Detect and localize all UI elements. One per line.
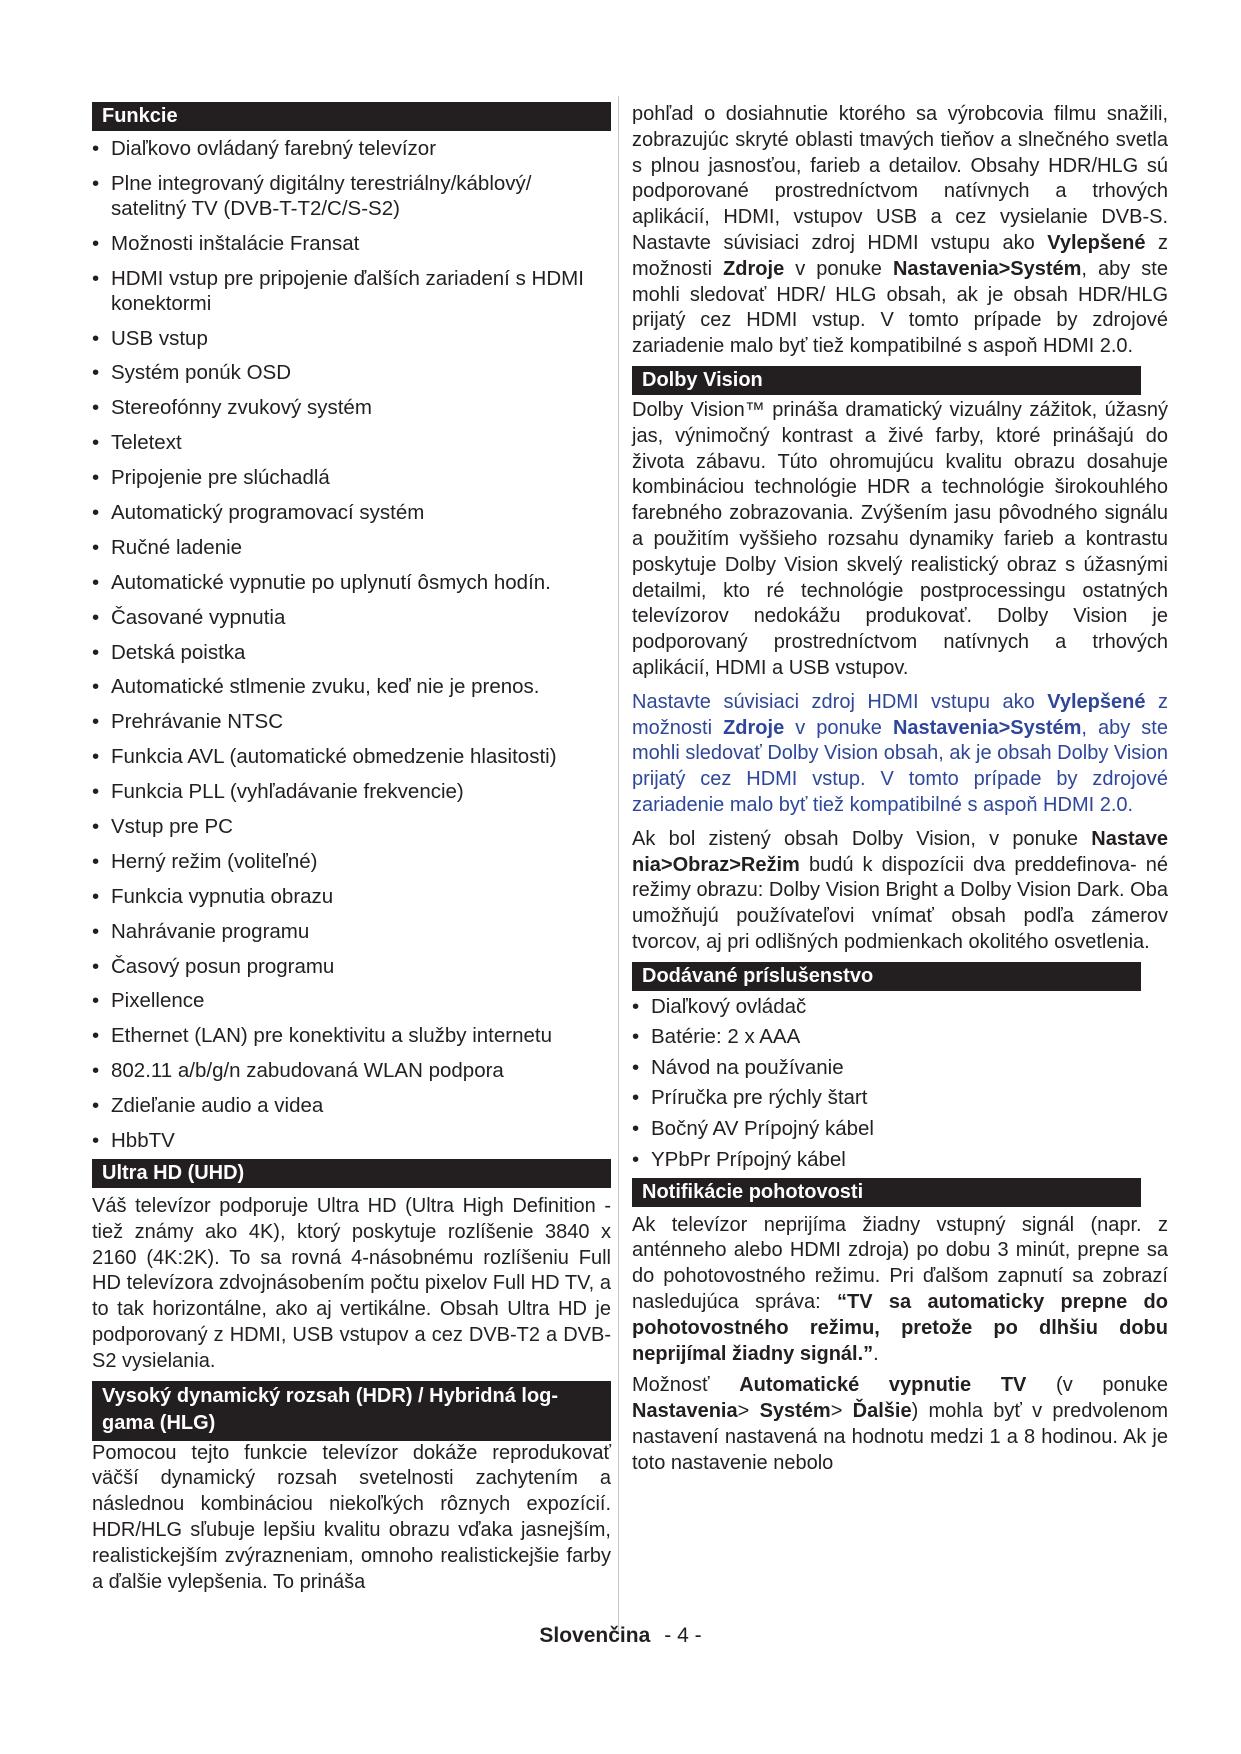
list-item: • Pripojenie pre slúchadlá [92,465,611,490]
section-heading-uhd: Ultra HD (UHD) [92,1159,611,1188]
footer-language: Slovenčina [539,1624,651,1647]
list-item: • Diaľkovo ovládaný farebný televízor [92,136,611,161]
page-footer [0,1624,1241,1648]
list-item: • Herný režim (voliteľné) [92,849,611,874]
section-heading-hdr: Vysoký dynamický rozsah (HDR) / Hybridná log-gama (HLG) [92,1381,611,1441]
dolby-paragraph: Dolby Vision™ prináša dramatický vizuálny zážitok, úžasný jas, výnimočný kontrast a živé farby, ktoré prinášajú do života zábavu. Túto ohromujúcu kvalitu obrazu dosahuje kombináciou technológie HDR a technológie širokouhlého farebného zobrazovania. Zvýšením jasu pôvodného signálu a použitím vyššieho rozsahu dynamiky farieb a kontrastu poskytuje Dolby Vision skvelý realistický obraz s úžasnými detailmi, kto ré technológie postprocessingu ostatných televízorov nedokážu produkovať. Dolby Vision je podporovaný prostredníctvom natívnych a trhových aplikácií, HDMI a USB vstupov. [632,398,1168,679]
list-item: • Ručné ladenie [92,535,611,560]
list-item: • Funkcia AVL (automatické obmedzenie hlasitosti) [92,744,611,769]
list-item: • USB vstup [92,326,611,351]
hdr-continued-paragraph: pohľad o dosiahnutie ktorého sa výrobcovia filmu snažili, zobrazujúc skryté oblasti tmavých tieňov a slnečného svetla s plnou jasnosťou, farieb a detailov. Obsahy HDR/HLG sú podporované prostredníctvom natívnych a trhových aplikácií, HDMI, vstupov USB a cez vysielanie DVB-S. Nastavte súvisiaci zdroj HDMI vstupu ako Vylepšené z možnosti Zdroje v ponuke Nastavenia>Systém, aby ste mohli sledovať HDR/ HLG obsah, ak je obsah HDR/HLG prijatý cez HDMI vstup. V tomto prípade by zdrojové zariadenie malo byť tiež kompatibilné s aspoň HDMI 2.0. [632,103,1169,358]
list-item: • Časový posun programu [92,954,611,979]
list-item: • Ethernet (LAN) pre konektivitu a služby internetu [92,1023,611,1048]
uhd-paragraph: Váš televízor podporuje Ultra HD (Ultra High Definition - tiež známy ako 4K), ktorý poskytuje rozlíšenie 3840 x 2160 (4K:2K). To sa rovná 4-násobnému rozlíšeniu Full HD televízora zdvojnásobením počtu pixelov Full HD TV, a to tak horizontálne, ako aj vertikálne. Obsah Ultra HD je podporovaný z HDMI, USB vstupov a cez DVB-T2 a DVB-S2 vysielania. [92,1195,611,1372]
left-column [92,102,611,1595]
list-item: • Diaľkový ovládač [632,994,1164,1019]
list-item: • Možnosti inštalácie Fransat [92,231,611,256]
list-item: • Automatický programovací systém [92,500,611,525]
list-item: • Bočný AV Prípojný kábel [632,1116,1164,1141]
list-item: • Vstup pre PC [92,814,611,839]
list-item: • Stereofónny zvukový systém [92,395,611,420]
dolby-modes-paragraph: Ak bol zistený obsah Dolby Vision, v ponuke Nastave nia>Obraz>Režim budú k dispozícii dva preddefinova- né režimy obrazu: Dolby Vision Bright a Dolby Vision Dark. Oba umožňujú používateľovi vnímať obsah podľa zámerov tvorcov, aj pri odlišných podmienkach okolitého osvetlenia. [632,827,1168,953]
list-item: • Automatické vypnutie po uplynutí ôsmych hodín. [92,570,611,595]
list-item: • Návod na používanie [632,1055,1164,1080]
section-heading-functions: Funkcie [92,102,611,131]
hdr-paragraph: Pomocou tejto funkcie televízor dokáže reprodukovať väčší dynamický rozsah svetelnosti zachytením a následnou kombináciou niekoľkých rôznych expozícií. HDR/HLG sľubuje lepšiu kvalitu obrazu vďaka jasnejším, realistickejším zvýrazneniam, omnoho realistickejšie farby a ďalšie vylepšenia. To prináša [92,1441,611,1593]
list-item: • Systém ponúk OSD [92,360,611,385]
list-item: • Funkcia vypnutia obrazu [92,884,611,909]
list-item: • Nahrávanie programu [92,919,611,944]
list-item: • 802.11 a/b/g/n zabudovaná WLAN podpora [92,1058,611,1083]
list-item: • Časované vypnutia [92,605,611,630]
section-heading-accessories: Dodávané príslušenstvo [632,962,1141,991]
section-heading-standby: Notifikácie pohotovosti [632,1178,1141,1207]
list-item: • Funkcia PLL (vyhľadávanie frekvencie) [92,779,611,804]
list-item: • Príručka pre rýchly štart [632,1085,1164,1110]
list-item: • Pixellence [92,988,611,1013]
column-divider [618,96,619,1640]
list-item: • HbbTV [92,1128,611,1153]
list-item: • Automatické stlmenie zvuku, keď nie je prenos. [92,674,611,699]
list-item: • Plne integrovaný digitálny terestriálny/káblový/ satelitný TV (DVB-T-T2/C/S-S2) [92,171,611,221]
list-item: • Batérie: 2 x AAA [632,1024,1164,1049]
list-item: • Detská poistka [92,640,611,665]
page-number: - 4 - [664,1624,702,1647]
list-item: • Zdieľanie audio a videa [92,1093,611,1118]
list-item: • Teletext [92,430,611,455]
auto-off-paragraph: Možnosť Automatické vypnutie TV (v ponuke Nastavenia> Systém> Ďalšie) mohla byť v predvolenom nastavení nastavená na hodnotu medzi 1 a 8 hodinou. Ak je toto nastavenie nebolo [632,1374,1168,1474]
right-column [632,102,1169,1477]
accessories-list [632,994,1164,1172]
list-item: • HDMI vstup pre pripojenie ďalších zariadení s HDMI konektormi [92,266,611,316]
dolby-hdmi-note: Nastavte súvisiaci zdroj HDMI vstupu ako Vylepšené z možnosti Zdroje v ponuke Nastavenia>Systém, aby ste mohli sledovať Dolby Vision obsah, ak je obsah Dolby Vision prijatý cez HDMI vstup. V tomto prípade by zdrojové zariadenie malo byť tiež kompatibilné s aspoň HDMI 2.0. [632,690,1169,816]
features-list [92,136,611,1153]
list-item: • Prehrávanie NTSC [92,709,611,734]
standby-paragraph: Ak televízor neprijíma žiadny vstupný signál (napr. z anténneho alebo HDMI zdroja) po dobu 3 minút, prepne sa do pohotovostného režimu. Pri ďalšom zapnutí sa zobrazí nasledujúca správa: “TV sa automaticky prepne do pohotovostného režimu, pretože po dlhšiu dobu neprijímal žiadny signál.”. [632,1213,1168,1365]
list-item: • YPbPr Prípojný kábel [632,1147,1164,1172]
section-heading-dolby-vision: Dolby Vision [632,366,1141,395]
